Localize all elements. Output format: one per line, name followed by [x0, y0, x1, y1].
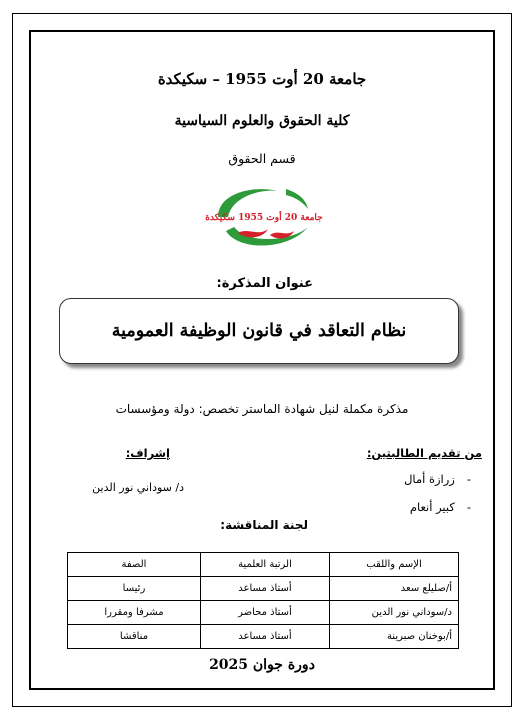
- jury-member-name: أ/بوخنان صبرينة: [329, 625, 458, 649]
- jury-table: [67, 552, 459, 649]
- supervisor-label: إشراف:: [125, 446, 170, 460]
- jury-member-rank: أستاذ محاضر: [200, 601, 329, 625]
- jury-member-role: رئيسا: [68, 577, 201, 601]
- memo-title: نظام التعاقد في قانون الوظيفة العمومية: [111, 321, 407, 341]
- university-name: جامعة 20 أوت 1955 – سكيكدة: [157, 70, 367, 88]
- department-name: قسم الحقوق: [228, 151, 296, 166]
- student-item: [404, 472, 471, 486]
- column-header: الصفة: [68, 553, 201, 577]
- student-name: زرازة أمال: [404, 472, 455, 486]
- bullet-dash-icon: -: [466, 472, 471, 486]
- supervisor-name: د/ سوداني نور الدين: [92, 481, 184, 494]
- memo-title-label: عنوان المذكرة:: [216, 276, 313, 291]
- table-row: [68, 625, 459, 649]
- jury-member-name: أ/صليلع سعد: [329, 577, 458, 601]
- table-header-row: [68, 553, 459, 577]
- table-row: [68, 601, 459, 625]
- student-item: [410, 500, 471, 514]
- jury-member-role: مشرفا ومقررا: [68, 601, 201, 625]
- memo-title-box: [59, 298, 459, 364]
- students-label: من تقديم الطالبتين:: [366, 446, 482, 460]
- jury-member-role: مناقشا: [68, 625, 201, 649]
- student-name: كبير أنعام: [409, 500, 455, 514]
- faculty-name: كلية الحقوق والعلوم السياسية: [174, 113, 350, 129]
- column-header: الإسم واللقب: [329, 553, 458, 577]
- jury-member-name: د/سوداني نور الدين: [329, 601, 458, 625]
- jury-member-rank: أستاذ مساعد: [200, 577, 329, 601]
- memo-subtitle: مذكرة مكملة لنيل شهادة الماستر تخصص: دولة ومؤسسات: [115, 402, 409, 416]
- bullet-dash-icon: -: [466, 500, 471, 514]
- jury-label: لجنة المناقشة:: [220, 518, 308, 532]
- session-date: دورة جوان 2025: [209, 657, 315, 673]
- jury-member-rank: أستاذ مساعد: [200, 625, 329, 649]
- logo-text: جامعة 20 أوت 1955 سكيكدة: [205, 213, 323, 223]
- university-logo: [205, 183, 323, 253]
- column-header: الرتبة العلمية: [200, 553, 329, 577]
- table-row: [68, 577, 459, 601]
